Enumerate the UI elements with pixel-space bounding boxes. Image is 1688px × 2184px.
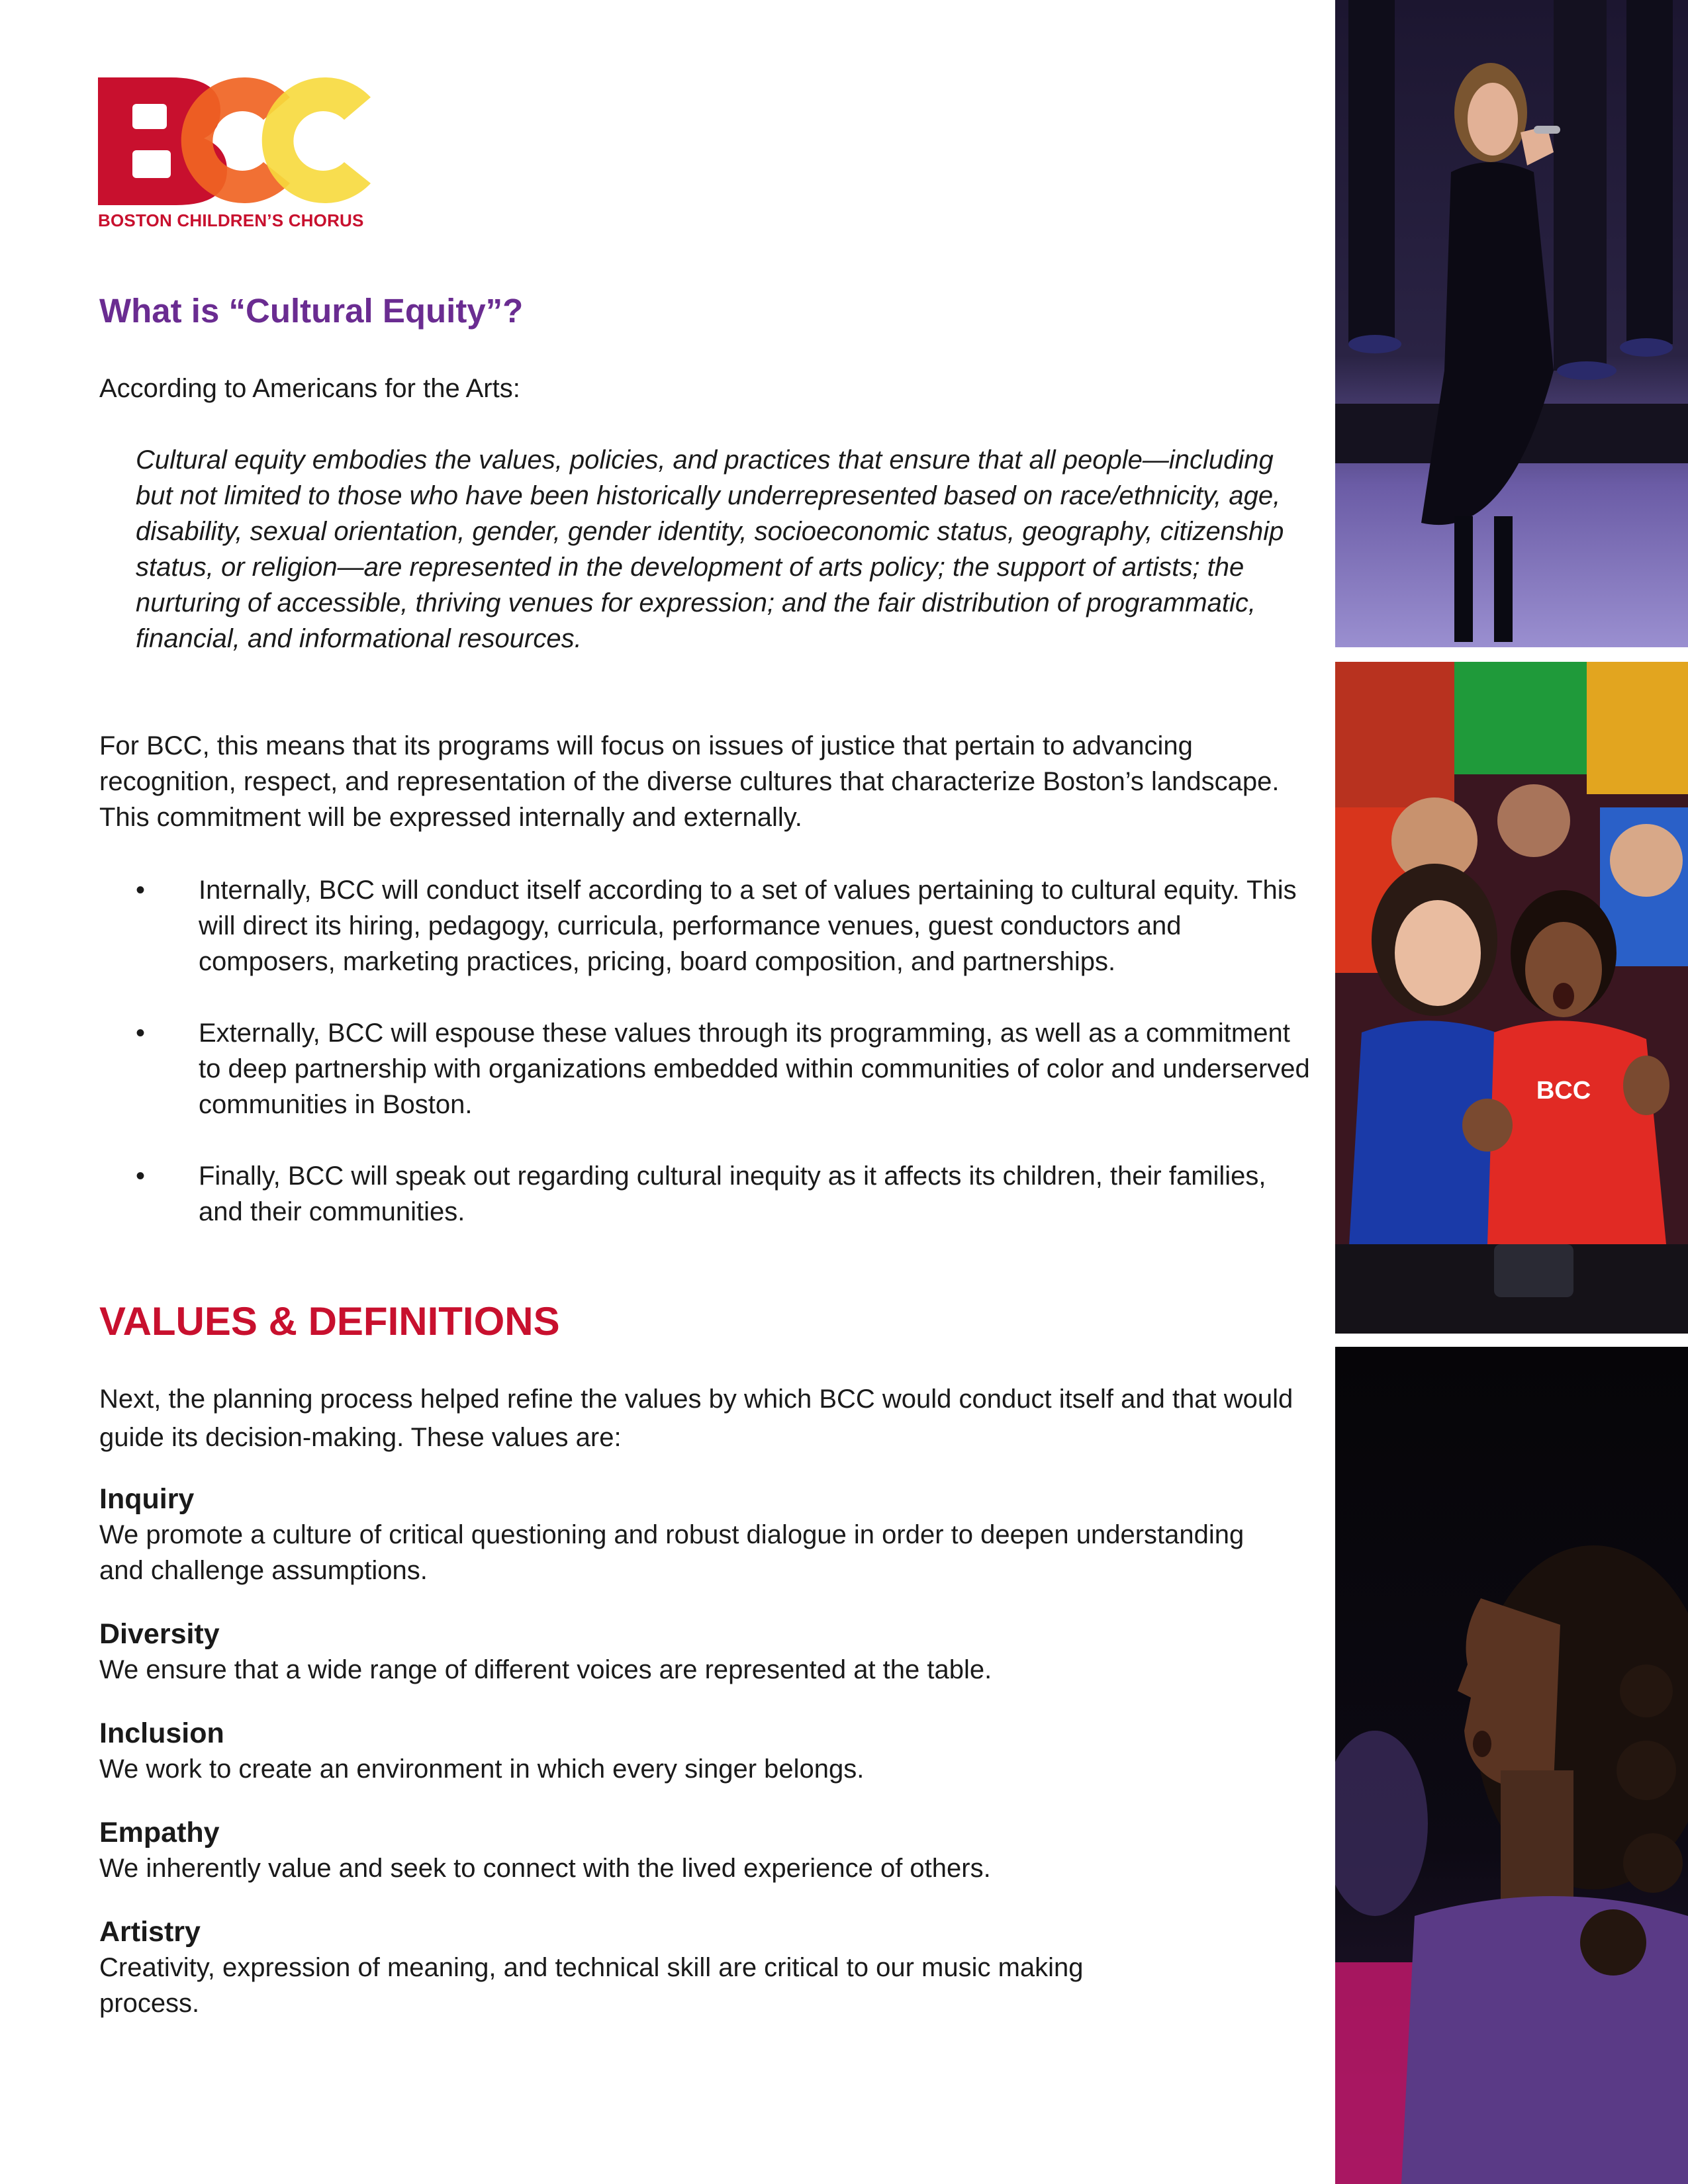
value-description: We work to create an environment in which every singer belongs. bbox=[99, 1754, 865, 1784]
photo-children-chorus bbox=[1335, 662, 1688, 1334]
list-item-text: Internally, BCC will conduct itself according to a set of values pertaining to cultural equity. This will direct its hiring, pedagogy, curricula, performance venues, guest conductors and composers, marketing practices, pricing, board composition, and partnerships. bbox=[199, 876, 1297, 976]
bcc-logo bbox=[98, 69, 376, 235]
logo-caption: BOSTON CHILDREN’S CHORUS bbox=[98, 210, 364, 230]
commitment-list bbox=[99, 872, 1311, 1230]
list-item bbox=[99, 872, 1311, 979]
value-title: Inclusion bbox=[99, 1717, 224, 1749]
value-empathy bbox=[99, 1815, 1291, 1886]
list-item bbox=[99, 1158, 1311, 1230]
list-item-text: Finally, BCC will speak out regarding cultural inequity as it affects its children, their families, and their communities. bbox=[199, 1161, 1266, 1226]
value-description: We inherently value and seek to connect with the lived experience of others. bbox=[99, 1854, 991, 1883]
value-diversity bbox=[99, 1616, 1291, 1688]
value-title: Empathy bbox=[99, 1817, 220, 1848]
bcc-meaning-paragraph: For BCC, this means that its programs will focus on issues of justice that pertain to advancing recognition, respect, and representation of the diverse cultures that characterize Boston’s landscape. This commitment will be expressed internally and externally. bbox=[99, 731, 1280, 832]
list-item bbox=[99, 1015, 1311, 1122]
value-description: We ensure that a wide range of different voices are represented at the table. bbox=[99, 1655, 992, 1684]
value-title: Inquiry bbox=[99, 1483, 195, 1515]
value-description: We promote a culture of critical questioning and robust dialogue in order to deepen understanding and challenge assumptions. bbox=[99, 1520, 1244, 1585]
svg-text:BCC: BCC bbox=[1536, 1077, 1591, 1105]
bullet-icon: • bbox=[136, 876, 146, 905]
page-title: What is “Cultural Equity”? bbox=[99, 292, 524, 330]
photo-singer-profile bbox=[1335, 1347, 1688, 2184]
value-title: Diversity bbox=[99, 1618, 220, 1650]
bullet-icon: • bbox=[136, 1161, 146, 1191]
values-intro: Next, the planning process helped refine the values by which BCC would conduct itself and that would guide its decision-making. These values are: bbox=[99, 1385, 1293, 1452]
value-title: Artistry bbox=[99, 1916, 201, 1948]
value-inclusion bbox=[99, 1715, 1291, 1787]
value-artistry bbox=[99, 1914, 1291, 2021]
photo-soloist-singing bbox=[1335, 0, 1688, 647]
values-heading: VALUES & DEFINITIONS bbox=[99, 1299, 560, 1343]
bcc-logo-mark bbox=[98, 69, 376, 208]
bullet-icon: • bbox=[136, 1019, 146, 1048]
value-description: Creativity, expression of meaning, and technical skill are critical to our music making process. bbox=[99, 1953, 1084, 2018]
list-item-text: Externally, BCC will espouse these values through its programming, as well as a commitment to deep partnership with organizations embedded within communities of color and underserved communities in Boston. bbox=[199, 1019, 1310, 1119]
intro-text: According to Americans for the Arts: bbox=[99, 374, 520, 403]
definition-quote: Cultural equity embodies the values, policies, and practices that ensure that all people—including but not limited to those who have been historically underrepresented based on race/ethnicity, age, disability, sexual orientation, gender, gender identity, socioeconomic status, geography, citizenship status, or religion—are represented in the development of arts policy; the support of artists; the nurturing of accessible, thriving venues for expression; and the fair distribution of programmatic, financial, and informational resources. bbox=[136, 445, 1284, 653]
value-inquiry bbox=[99, 1481, 1291, 1588]
